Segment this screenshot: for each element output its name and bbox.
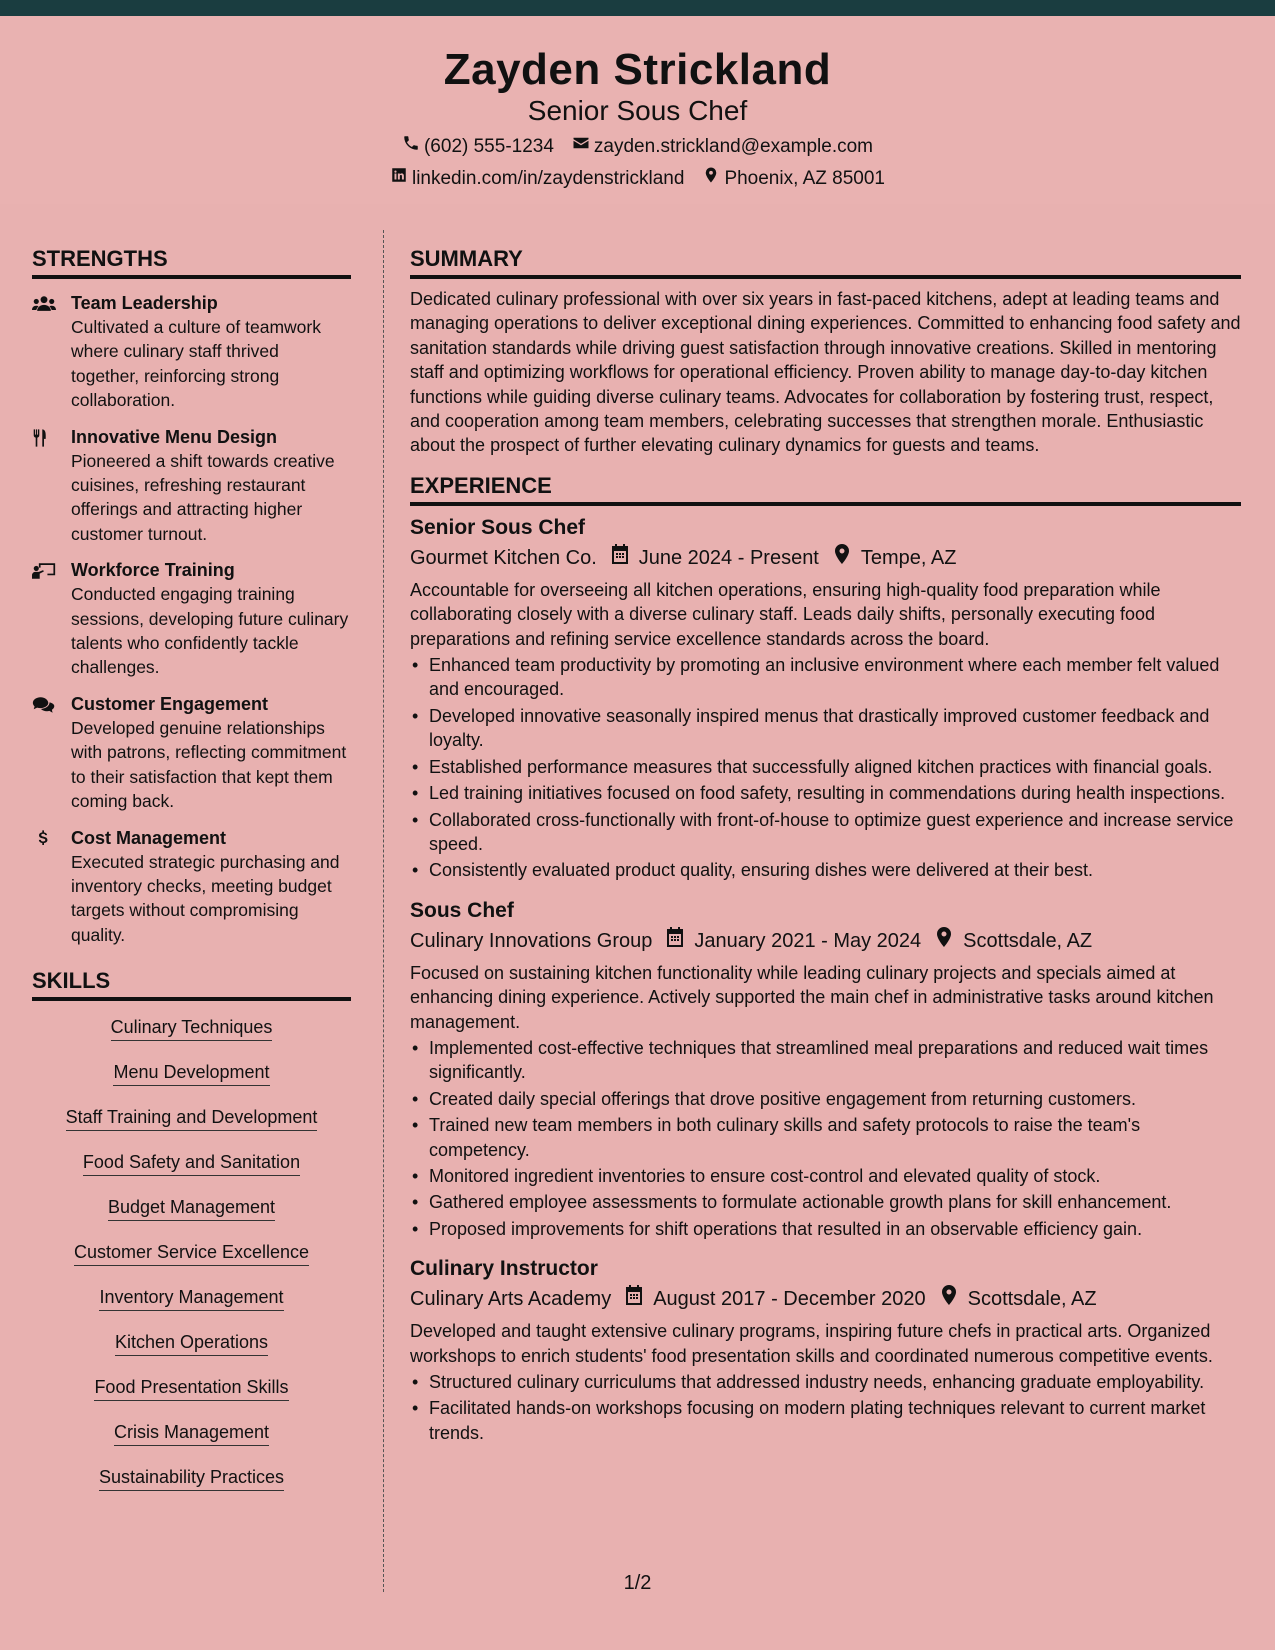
strength-item: [32, 692, 351, 814]
contact-row-1: [0, 134, 1275, 159]
job-company: Gourmet Kitchen Co.: [410, 546, 597, 569]
bullet-item: • Enhanced team productivity by promoting an inclusive environment where each member felt valued and encouraged.: [410, 653, 1241, 702]
strength-title: Workforce Training: [71, 560, 235, 581]
bullet-item: • Gathered employee assessments to formulate actionable growth plans for skill enhancement.: [410, 1190, 1241, 1214]
skill-item: Food Safety and Sanitation: [83, 1150, 300, 1176]
skill-item: Food Presentation Skills: [94, 1375, 288, 1401]
map-pin-icon: [940, 1285, 958, 1313]
linkedin-text[interactable]: linkedin.com/in/zaydenstrickland: [411, 167, 685, 189]
strength-description: Executed strategic purchasing and inventory checks, meeting budget targets without compromising quality.: [71, 851, 340, 945]
skill-item: Culinary Techniques: [111, 1015, 273, 1041]
candidate-name: Zayden Strickland: [443, 45, 832, 94]
candidate-title: Senior Sous Chef: [527, 95, 748, 126]
job-location: Scottsdale, AZ: [967, 1288, 1097, 1311]
location-contact: [702, 166, 885, 191]
bullet-item: • Structured culinary curriculums that addressed industry needs, enhancing graduate employability.: [410, 1370, 1241, 1394]
bullet-item: • Consistently evaluated product quality, ensuring dishes were delivered at their best.: [410, 858, 1241, 882]
job-dates: January 2021 - May 2024: [694, 929, 922, 952]
job-company: Culinary Arts Academy: [410, 1288, 612, 1311]
chalkboard-teacher-icon: [32, 558, 71, 680]
bullet-item: • Collaborated cross-functionally with front-of-house to optimize guest experience and increase service speed.: [410, 808, 1241, 857]
column-divider: [383, 230, 384, 1592]
bullet-item: • Facilitated hands-on workshops focusing on modern plating techniques relevant to current market trends.: [410, 1396, 1241, 1445]
left-column: [32, 245, 351, 1510]
bullet-item: • Trained new team members in both culinary skills and safety protocols to raise the team's competency.: [410, 1113, 1241, 1162]
page-number: 1/2: [623, 1572, 652, 1594]
top-accent-bar: [0, 0, 1275, 16]
skill-item: Kitchen Operations: [115, 1330, 268, 1356]
strength-description: Cultivated a culture of teamwork where culinary staff thrived together, reinforcing strong collaboration.: [71, 317, 321, 411]
job-title: Senior Sous Chef: [410, 515, 586, 539]
job-description: Developed and taught extensive culinary programs, inspiring future chefs in practical arts. Organized workshops to enrich students' food presentation skills and coordinated numerous competitive events.: [410, 1321, 1213, 1366]
strengths-heading: STRENGTHS: [32, 245, 351, 279]
job-title: Culinary Instructor: [410, 1257, 598, 1281]
skill-item: Inventory Management: [99, 1285, 283, 1311]
strength-description: Pioneered a shift towards creative cuisines, refreshing restaurant offerings and attracting higher customer turnout.: [71, 450, 335, 544]
bullet-item: • Led training initiatives focused on food safety, resulting in commendations during health inspections.: [410, 781, 1241, 805]
skills-heading: SKILLS: [32, 967, 351, 1001]
bullet-item: • Created daily special offerings that drove positive engagement from returning customers.: [410, 1087, 1241, 1111]
job-bullets: [410, 1036, 1241, 1241]
bullet-item: • Developed innovative seasonally inspired menus that drastically improved customer feedback and loyalty.: [410, 704, 1241, 753]
calendar-icon: [666, 927, 684, 955]
skill-item: Crisis Management: [114, 1420, 269, 1446]
bullet-item: • Established performance measures that successfully aligned kitchen practices with financial goals.: [410, 755, 1241, 779]
strength-title: Team Leadership: [71, 293, 218, 313]
strength-description: Conducted engaging training sessions, developing future culinary talents who confidently tackle challenges.: [71, 584, 349, 678]
skills-list: [32, 1015, 351, 1510]
skill-item: Customer Service Excellence: [74, 1240, 309, 1266]
contact-row-2: [0, 166, 1275, 191]
experience-heading: EXPERIENCE: [410, 472, 1241, 506]
map-pin-icon: [702, 166, 720, 191]
job-description: Focused on sustaining kitchen functionality while leading culinary projects and specials aimed at enhancing dining experience. Actively supported the main chef in administrative tasks around kitchen management.: [410, 962, 1214, 1032]
job-meta: [410, 927, 1241, 955]
map-pin-icon: [833, 544, 851, 572]
job-bullets: [410, 1370, 1241, 1445]
email-contact[interactable]: [572, 134, 873, 159]
job-location: Tempe, AZ: [860, 546, 957, 569]
summary-heading: SUMMARY: [410, 245, 1241, 279]
location-text: Phoenix, AZ 85001: [724, 167, 886, 189]
right-column: [410, 245, 1241, 1447]
strength-title: Customer Engagement: [71, 693, 269, 714]
resume-header: [0, 16, 1275, 204]
strength-item: [32, 558, 351, 680]
calendar-icon: [611, 544, 629, 572]
bullet-item: • Proposed improvements for shift operations that resulted in an observable efficiency gain.: [410, 1217, 1241, 1241]
strength-title: Innovative Menu Design: [71, 426, 278, 447]
skill-item: Menu Development: [113, 1060, 269, 1086]
users-icon: [32, 291, 71, 413]
envelope-icon: [572, 134, 590, 159]
job-entry: [410, 514, 1241, 883]
job-meta: [410, 1285, 1241, 1313]
phone-contact: [402, 134, 554, 159]
phone-text: (602) 555-1234: [423, 135, 554, 157]
strength-item: [32, 425, 351, 547]
email-text[interactable]: zayden.strickland@example.com: [593, 135, 873, 157]
dollar-icon: [32, 826, 71, 948]
job-entry: [410, 897, 1241, 1241]
utensils-icon: [32, 425, 71, 547]
job-entry: [410, 1255, 1241, 1445]
job-dates: June 2024 - Present: [638, 546, 819, 569]
skill-item: Staff Training and Development: [66, 1105, 318, 1131]
linkedin-contact[interactable]: [390, 166, 684, 191]
calendar-icon: [625, 1285, 643, 1313]
skill-item: Sustainability Practices: [99, 1465, 284, 1491]
linkedin-icon: [390, 166, 408, 191]
bullet-item: • Implemented cost-effective techniques that streamlined meal preparations and reduced wait times significantly.: [410, 1036, 1241, 1085]
summary-text: Dedicated culinary professional with over six years in fast-paced kitchens, adept at leading teams and managing operations to deliver exceptional dining experiences. Committed to enhancing food safety and sanitation standards while driving guest satisfaction through innovative creations. Skilled in mentoring staff and optimizing workflows for operational efficiency. Proven ability to manage day-to-day kitchen functions while guiding diverse culinary teams. Advocates for collaboration by fostering trust, respect, and cooperation among team members, celebrating successes that strengthen morale. Enthusiastic about the prospect of further elevating culinary dynamics for guests and teams.: [410, 289, 1241, 456]
job-title: Sous Chef: [410, 898, 514, 922]
job-description: Accountable for overseeing all kitchen operations, ensuring high-quality food preparation while collaborating closely with a diverse culinary staff. Leads daily shifts, personally executing food preparations and refining service excellence standards across the board.: [410, 579, 1161, 649]
job-company: Culinary Innovations Group: [410, 929, 653, 952]
strength-item: [32, 291, 351, 413]
skill-item: Budget Management: [108, 1195, 275, 1221]
strength-description: Developed genuine relationships with patrons, reflecting commitment to their satisfaction that kept them coming back.: [71, 717, 347, 812]
phone-icon: [402, 134, 420, 159]
job-dates: August 2017 - December 2020: [653, 1288, 926, 1311]
strength-item: [32, 826, 351, 948]
job-meta: [410, 544, 1241, 572]
bullet-item: • Monitored ingredient inventories to ensure cost-control and elevated quality of stock.: [410, 1164, 1241, 1188]
strength-title: Cost Management: [71, 827, 227, 848]
comments-icon: [32, 692, 71, 814]
map-pin-icon: [935, 927, 953, 955]
job-location: Scottsdale, AZ: [963, 929, 1093, 952]
job-bullets: [410, 653, 1241, 883]
